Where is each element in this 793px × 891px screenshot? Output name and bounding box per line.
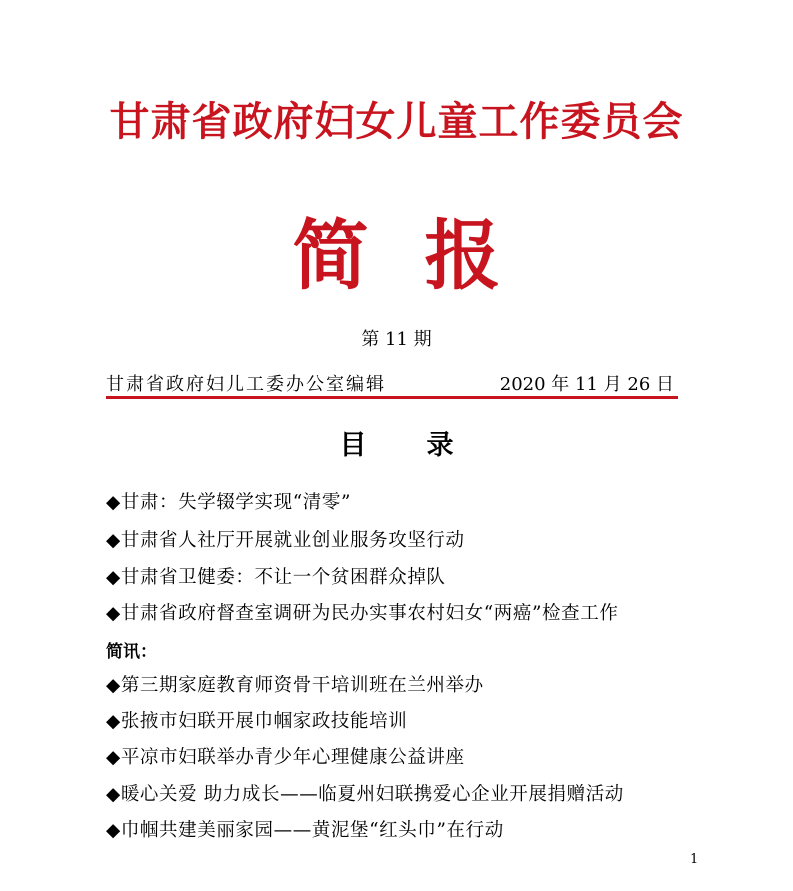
editor-row — [106, 372, 678, 398]
toc-title: 目录 — [339, 430, 514, 461]
brief-section-heading: 简讯： — [106, 642, 157, 662]
toc-item: ◆甘肃省政府督查室调研为民办实事农村妇女“两癌”检查工作 — [106, 603, 619, 624]
page-number: 1 — [690, 852, 699, 867]
toc-item: ◆甘肃省人社厅开展就业创业服务攻坚行动 — [106, 530, 465, 551]
toc-item: ◆第三期家庭教育师资骨干培训班在兰州举办 — [106, 675, 484, 696]
toc-item: ◆甘肃：失学辍学实现“清零” — [106, 492, 352, 513]
toc-item: ◆暖心关爱 助力成长——临夏州妇联携爱心企业开展捐赠活动 — [106, 784, 624, 805]
toc-item: ◆甘肃省卫健委：不让一个贫困群众掉队 — [106, 567, 446, 588]
brief-title: 简报 — [292, 211, 557, 300]
toc-item: ◆张掖市妇联开展巾帼家政技能培训 — [106, 711, 408, 732]
red-divider — [106, 396, 678, 399]
toc-item: ◆巾帼共建美丽家园——黄泥堡“红头巾”在行动 — [106, 820, 504, 841]
issue-date: 2020 年 11 月 26 日 — [499, 374, 674, 395]
issue-number: 第 11 期 — [361, 329, 432, 350]
editor-label: 甘肃省政府妇儿工委办公室编辑 — [106, 374, 386, 395]
org-title: 甘肃省政府妇女儿童工作委员会 — [109, 98, 684, 145]
toc-item: ◆平凉市妇联举办青少年心理健康公益讲座 — [106, 747, 465, 768]
